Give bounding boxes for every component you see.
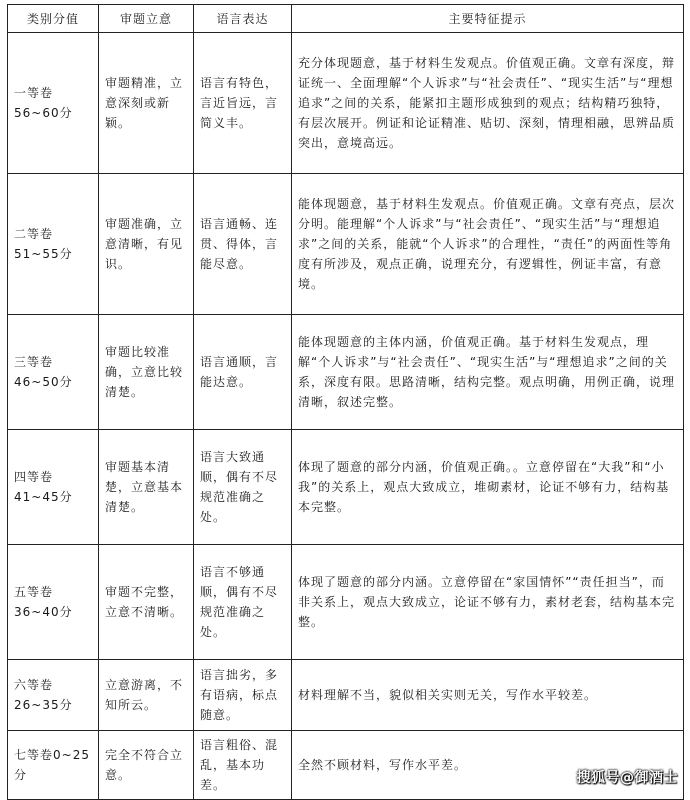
category-cell [8,430,99,545]
table-row [8,731,684,800]
header-features: 主要特征提示 [292,5,684,33]
grading-rubric-table [7,4,684,800]
category-name: 五等卷 [14,585,54,599]
sohu-watermark: 搜狐号@御酒士 [576,770,678,786]
table-row [8,33,684,174]
features-cell: 体现了题意的部分内涵。立意停留在“家国情怀”“责任担当”，而非关系上，观点大致成立，论证不够有力，素材老套，结构基本完整。 [292,545,684,660]
features-cell: 充分体现题意，基于材料生发观点。价值观正确。文章有深度，辩证统一、全面理解“个人诉求”与“社会责任”、“现实生活”与“理想追求”之间的关系，能紧扣主题形成独到的观点；结构精巧独特，有层次展开。例证和论证精准、贴切、深刻，情理相融，思辨品质突出，意境高远。 [292,33,684,174]
category-range: 36~40分 [14,605,73,619]
category-range: 26~35分 [14,698,73,712]
category-cell [8,660,99,731]
category-name: 四等卷 [14,470,54,484]
category-name: 三等卷 [14,355,54,369]
language-cell: 语言粗俗、混乱，基本功差。 [194,731,292,800]
header-row [8,5,684,33]
requirement-cell: 审题准确，立意清晰，有见识。 [99,174,194,315]
language-cell: 语言通顺，言能达意。 [194,315,292,430]
category-cell [8,174,99,315]
table-row [8,545,684,660]
requirement-cell: 审题精准，立意深刻或新颖。 [99,33,194,174]
table-row [8,315,684,430]
category-range: 41~45分 [14,490,73,504]
category-name: 七等卷0~25分 [14,748,90,782]
category-cell [8,33,99,174]
table-row [8,660,684,731]
category-name: 一等卷 [14,86,54,100]
category-name: 二等卷 [14,227,54,241]
features-cell: 能体现题意的主体内涵，价值观正确。基于材料生发观点，理解“个人诉求”与“社会责任”、“现实生活”与“理想追求”之间的关系，深度有限。思路清晰，结构完整。观点明确，用例正确，说理清晰，叙述完整。 [292,315,684,430]
requirement-cell: 审题基本清楚，立意基本清楚。 [99,430,194,545]
table-row [8,430,684,545]
language-cell: 语言有特色，言近旨远，言简义丰。 [194,33,292,174]
category-range: 51~55分 [14,247,73,261]
language-cell: 语言大致通顺，偶有不尽规范准确之处。 [194,430,292,545]
header-category: 类别分值 [8,5,99,33]
language-cell: 语言通畅、连贯、得体，言能尽意。 [194,174,292,315]
language-cell: 语言不够通顺，偶有不尽规范准确之处。 [194,545,292,660]
requirement-cell: 立意游离，不知所云。 [99,660,194,731]
features-cell: 材料理解不当，貌似相关实则无关，写作水平较差。 [292,660,684,731]
category-range: 56~60分 [14,106,73,120]
requirement-cell: 完全不符合立意。 [99,731,194,800]
features-cell: 体现了题意的部分内涵，价值观正确。。立意停留在“大我”和“小我”的关系上，观点大致成立，堆砌素材，论证不够有力，结构基本完整。 [292,430,684,545]
category-cell [8,545,99,660]
features-cell: 能体现题意，基于材料生发观点。价值观正确。文章有亮点，层次分明。能理解“个人诉求”与“社会责任”、“现实生活”与“理想追求”之间的关系，能就“个人诉求”的合理性，“责任”的两面性等角度有所涉及，观点正确，说理充分，有逻辑性，例证丰富，有意境。 [292,174,684,315]
category-range: 46~50分 [14,375,73,389]
table-row [8,174,684,315]
category-name: 六等卷 [14,678,54,692]
category-cell [8,315,99,430]
header-language: 语言表达 [194,5,292,33]
features-cell: 全然不顾材料，写作水平差。 [292,731,684,800]
header-requirement: 审题立意 [99,5,194,33]
requirement-cell: 审题不完整，立意不清晰。 [99,545,194,660]
category-cell [8,731,99,800]
requirement-cell: 审题比较准确，立意比较清楚。 [99,315,194,430]
language-cell: 语言拙劣，多有语病，标点随意。 [194,660,292,731]
